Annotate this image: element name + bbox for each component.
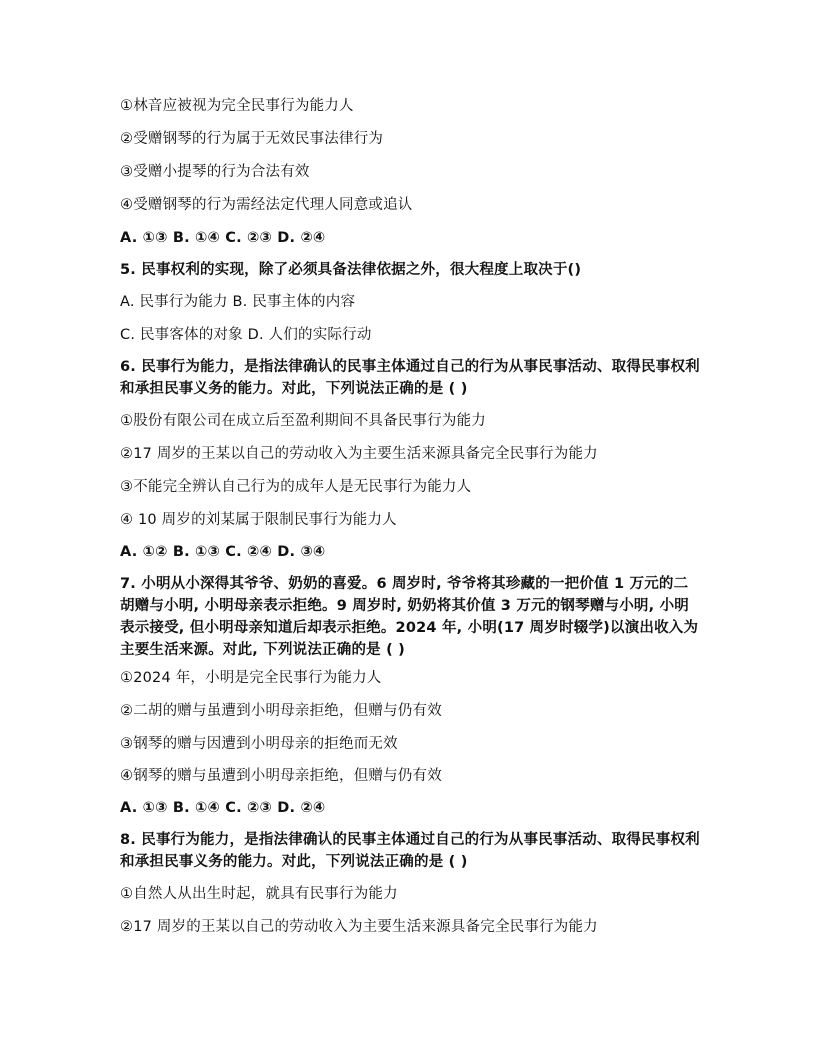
q7-option-3: ③钢琴的赠与因遭到小明母亲的拒绝而无效 — [120, 736, 398, 752]
q4-option-3: ③受赠小提琴的行为合法有效 — [120, 164, 310, 180]
q4-option-1: ①林音应被视为完全民事行为能力人 — [120, 98, 354, 114]
q7-question: 7. 小明从小深得其爷爷、奶奶的喜爱。6 周岁时, 爷爷将其珍藏的一把价值 1 万元的二胡赠与小明, 小明母亲表示拒绝。9 周岁时, 奶奶将其价值 3 万元的钢琴赠与小明, 小明表示接受, 但小明母亲知道后却表示拒绝。2024 年, 小明(17 周岁时辍学)以演出收入为主要生活来源。对此, 下列说法正确的是 ( ) — [120, 576, 699, 658]
q5-choices-ab: A. 民事行为能力 B. 民事主体的内容 — [120, 294, 356, 310]
q6-option-3: ③不能完全辨认自己行为的成年人是无民事行为能力人 — [120, 479, 472, 495]
q6-option-1: ①股份有限公司在成立后至盈利期间不具备民事行为能力 — [120, 413, 486, 429]
q4-option-4: ④受赠钢琴的行为需经法定代理人同意或追认 — [120, 197, 413, 213]
q6-option-2: ②17 周岁的王某以自己的劳动收入为主要生活来源具备完全民事行为能力 — [120, 446, 598, 462]
q6-option-4: ④ 10 周岁的刘某属于限制民事行为能力人 — [120, 512, 397, 528]
q6-answer-choices: A. ①② B. ①③ C. ②④ D. ③④ — [120, 544, 326, 560]
q7-answer-choices: A. ①③ B. ①④ C. ②③ D. ②④ — [120, 800, 326, 816]
q6-question: 6. 民事行为能力，是指法律确认的民事主体通过自己的行为从事民事活动、取得民事权利和承担民事义务的能力。对此，下列说法正确的是 ( ) — [120, 359, 700, 397]
q8-option-1: ①自然人从出生时起，就具有民事行为能力 — [120, 886, 398, 902]
q7-option-4: ④钢琴的赠与虽遭到小明母亲拒绝，但赠与仍有效 — [120, 768, 442, 784]
q4-option-2: ②受赠钢琴的行为属于无效民事法律行为 — [120, 131, 384, 147]
q4-answer-choices: A. ①③ B. ①④ C. ②③ D. ②④ — [120, 230, 326, 246]
q8-option-2: ②17 周岁的王某以自己的劳动收入为主要生活来源具备完全民事行为能力 — [120, 919, 598, 935]
q5-question: 5. 民事权利的实现，除了必须具备法律依据之外，很大程度上取决于() — [120, 262, 582, 278]
q8-question: 8. 民事行为能力，是指法律确认的民事主体通过自己的行为从事民事活动、取得民事权利和承担民事义务的能力。对此，下列说法正确的是 ( ) — [120, 832, 700, 870]
q7-option-2: ②二胡的赠与虽遭到小明母亲拒绝，但赠与仍有效 — [120, 703, 442, 719]
q5-choices-cd: C. 民事客体的对象 D. 人们的实际行动 — [120, 327, 372, 343]
q7-option-1: ①2024 年，小明是完全民事行为能力人 — [120, 670, 382, 686]
